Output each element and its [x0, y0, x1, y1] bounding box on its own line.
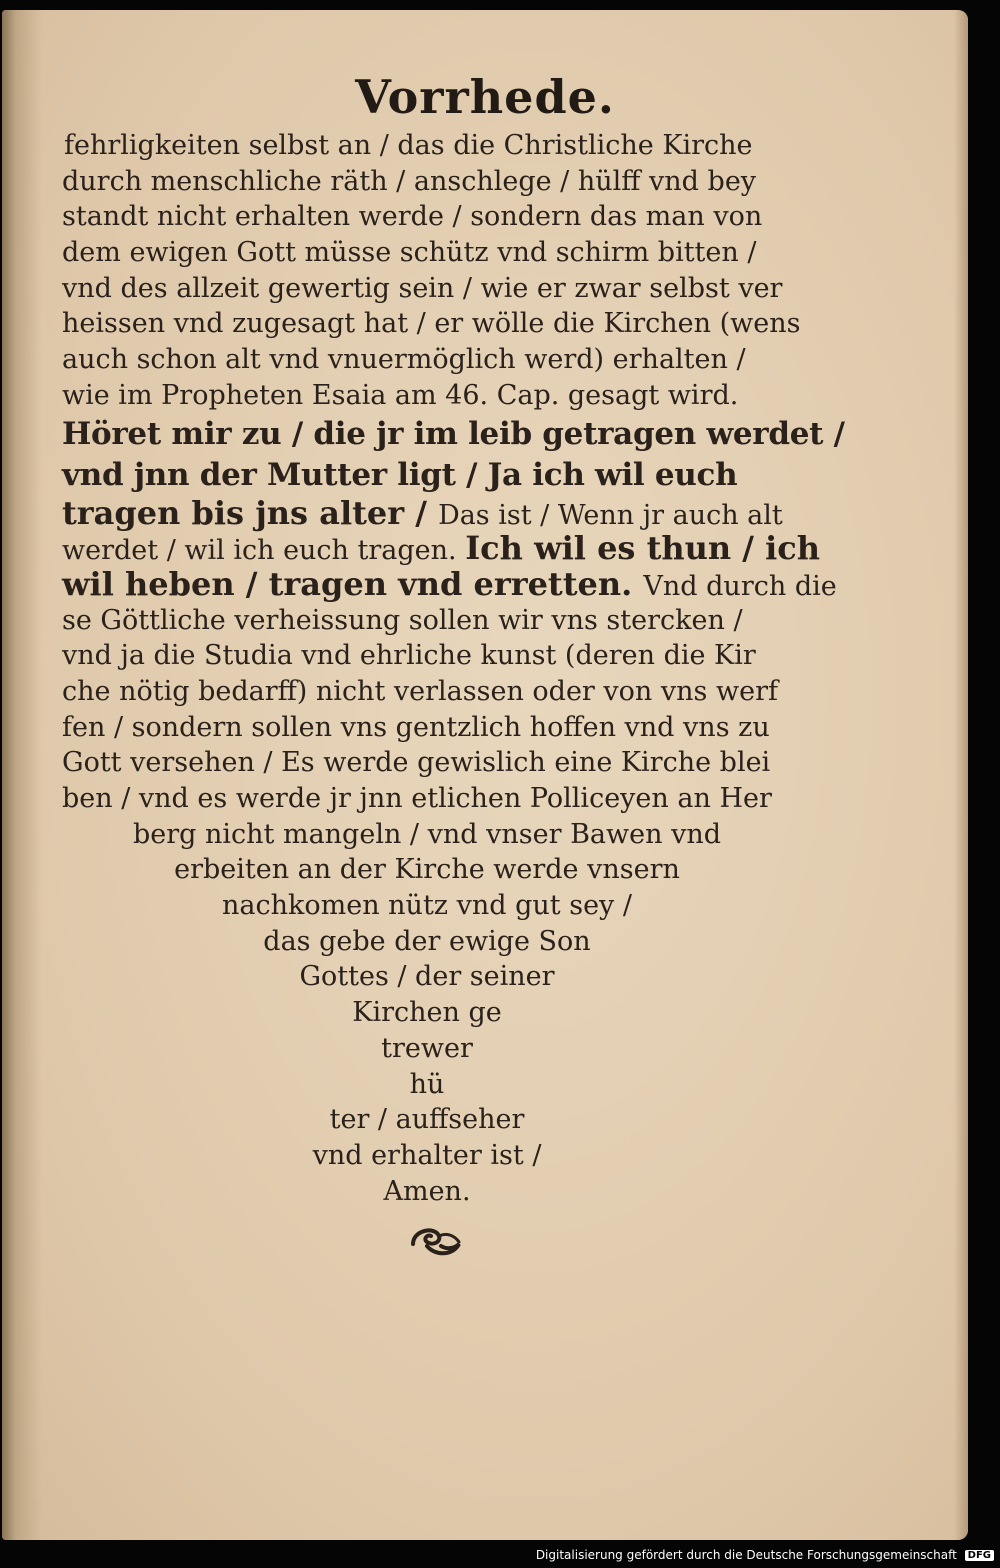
- text-line-mixed: [62, 564, 837, 603]
- text-line: dem ewigen Gott müsse schütz vnd schirm bitten /: [62, 237, 757, 269]
- text-line-mixed: [62, 529, 821, 568]
- text-line: che nötig bedarff) nicht verlassen oder von vns werf: [62, 675, 778, 707]
- text-line: auch schon alt vnd vnuermöglich werd) erhalten /: [62, 344, 746, 376]
- tapered-line: Kirchen ge: [352, 997, 502, 1029]
- running-title: Vorrhede.: [355, 70, 615, 124]
- text-line: standt nicht erhalten werde / sondern das man von: [62, 201, 763, 233]
- text-fragment: Vnd durch die: [643, 570, 837, 602]
- text-line: heissen vnd zugesagt hat / er wölle die Kirchen (wens: [62, 308, 801, 340]
- scanned-page: [2, 10, 968, 1540]
- tapered-line: ter / auffseher: [329, 1104, 525, 1136]
- text-line: vnd ja die Studia vnd ehrliche kunst (deren die Kir: [62, 640, 756, 672]
- text-line: durch menschliche räth / anschlege / hülff vnd bey: [62, 165, 757, 197]
- text-fragment: werdet / wil ich euch tragen.: [62, 535, 466, 567]
- tapered-line: hü: [409, 1068, 445, 1100]
- scripture-quote-fragment: Ich wil es thun / ich: [465, 529, 821, 568]
- text-line: fehrligkeiten selbst an / das die Christliche Kirche: [64, 130, 753, 161]
- credit-text: Digitalisierung gefördert durch die Deutsche Forschungsgemeinschaft: [535, 1548, 957, 1562]
- text-fragment: Das ist / Wenn jr auch alt: [438, 499, 783, 531]
- text-line: wie im Propheten Esaia am 46. Cap. gesagt wird.: [62, 379, 739, 411]
- tapered-line: Gottes / der seiner: [299, 961, 555, 993]
- tapered-line: berg nicht mangeln / vnd vnser Bawen vnd: [132, 818, 722, 850]
- page-edge-shadow: [954, 10, 968, 1540]
- tapered-line: das gebe der ewige Son: [263, 925, 591, 957]
- tapered-line: erbeiten an der Kirche werde vnsern: [174, 854, 680, 886]
- text-line: Gott versehen / Es werde gewislich eine Kirche blei: [62, 747, 771, 779]
- closing-amen: Amen.: [383, 1175, 471, 1207]
- text-line: ben / vnd es werde jr jnn etlichen Polliceyen an Her: [62, 783, 772, 814]
- scripture-quote-fragment: wil heben / tragen vnd erretten.: [62, 564, 644, 603]
- fleuron-ornament-icon: [405, 1222, 465, 1262]
- text-line: vnd des allzeit gewertig sein / wie er zwar selbst ver: [62, 272, 783, 304]
- page-gutter-shadow: [2, 10, 42, 1540]
- tapered-line: vnd erhalter ist /: [312, 1139, 542, 1171]
- tapered-line: trewer: [381, 1032, 473, 1064]
- page-body: [62, 128, 845, 1209]
- tapered-line: nachkomen nütz vnd gut sey /: [222, 890, 632, 922]
- digitization-credit: [536, 1548, 994, 1562]
- scripture-quote-fragment: tragen bis jns alter /: [62, 493, 439, 532]
- scripture-quote-line: vnd jnn der Mutter ligt / Ja ich wil euch: [62, 456, 738, 493]
- text-line-mixed: [62, 493, 792, 532]
- dfg-logo: DFG: [965, 1550, 994, 1561]
- text-line: fen / sondern sollen vns gentzlich hoffen vnd vns zu: [62, 711, 770, 743]
- scripture-quote-line: Höret mir zu / die jr im leib getragen werdet /: [62, 415, 845, 452]
- text-line: se Göttliche verheissung sollen wir vns stercken /: [62, 604, 743, 636]
